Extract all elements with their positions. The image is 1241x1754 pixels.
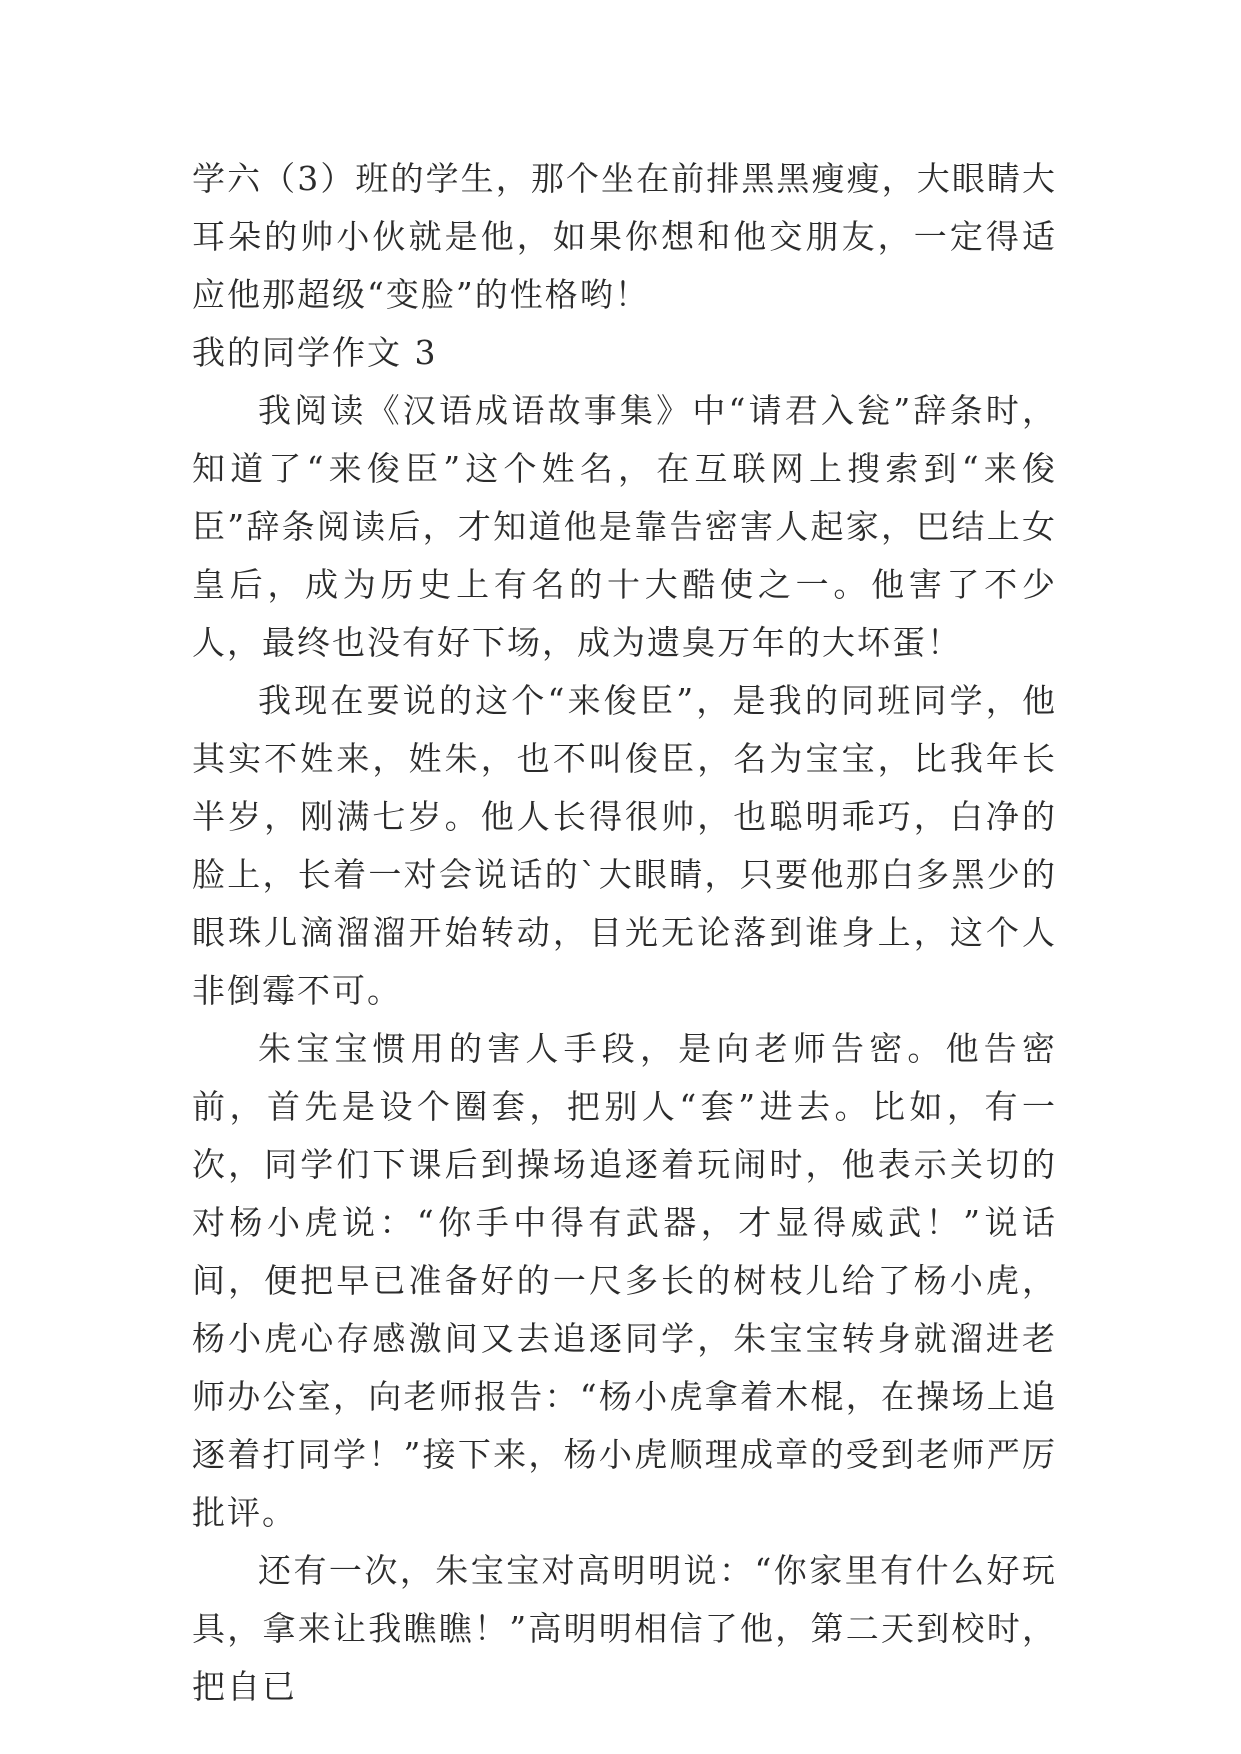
- section-heading: 我的同学作文 3: [192, 333, 438, 372]
- paragraph-4: 还有一次，朱宝宝对高明明说：“你家里有什么好玩具，拿来让我瞧瞧！”高明明相信了他，第二天到校时，把自已: [192, 1551, 1057, 1706]
- paragraph-2: 我现在要说的这个“来俊臣”，是我的同班同学，他其实不姓来，姓朱，也不叫俊臣，名为宝宝，比我年长半岁，刚满七岁。他人长得很帅，也聪明乖巧，白净的脸上，长着一对会说话的`大眼睛，只要他那白多黑少的眼珠儿滴溜溜开始转动，目光无论落到谁身上，这个人非倒霉不可。: [192, 681, 1057, 1010]
- intro-paragraph: 学六（3）班的学生，那个坐在前排黑黑瘦瘦，大眼睛大耳朵的帅小伙就是他，如果你想和他交朋友，一定得适应他那超级“变脸”的性格哟！: [192, 159, 1057, 314]
- paragraph-3: 朱宝宝惯用的害人手段，是向老师告密。他告密前，首先是设个圈套，把别人“套”进去。比如，有一次，同学们下课后到操场追逐着玩闹时，他表示关切的对杨小虎说：“你手中得有武器，才显得威武！”说话间，便把早已准备好的一尺多长的树枝儿给了杨小虎，杨小虎心存感激间又去追逐同学，朱宝宝转身就溜进老师办公室，向老师报告：“杨小虎拿着木棍，在操场上追逐着打同学！”接下来，杨小虎顺理成章的受到老师严厉批评。: [192, 1029, 1057, 1532]
- document-body: [192, 150, 1057, 1716]
- paragraph-1: 我阅读《汉语成语故事集》中“请君入瓮”辞条时，知道了“来俊臣”这个姓名，在互联网上搜索到“来俊臣”辞条阅读后，才知道他是靠告密害人起家，巴结上女皇后，成为历史上有名的十大酷使之一。他害了不少人，最终也没有好下场，成为遗臭万年的大坏蛋！: [192, 391, 1057, 662]
